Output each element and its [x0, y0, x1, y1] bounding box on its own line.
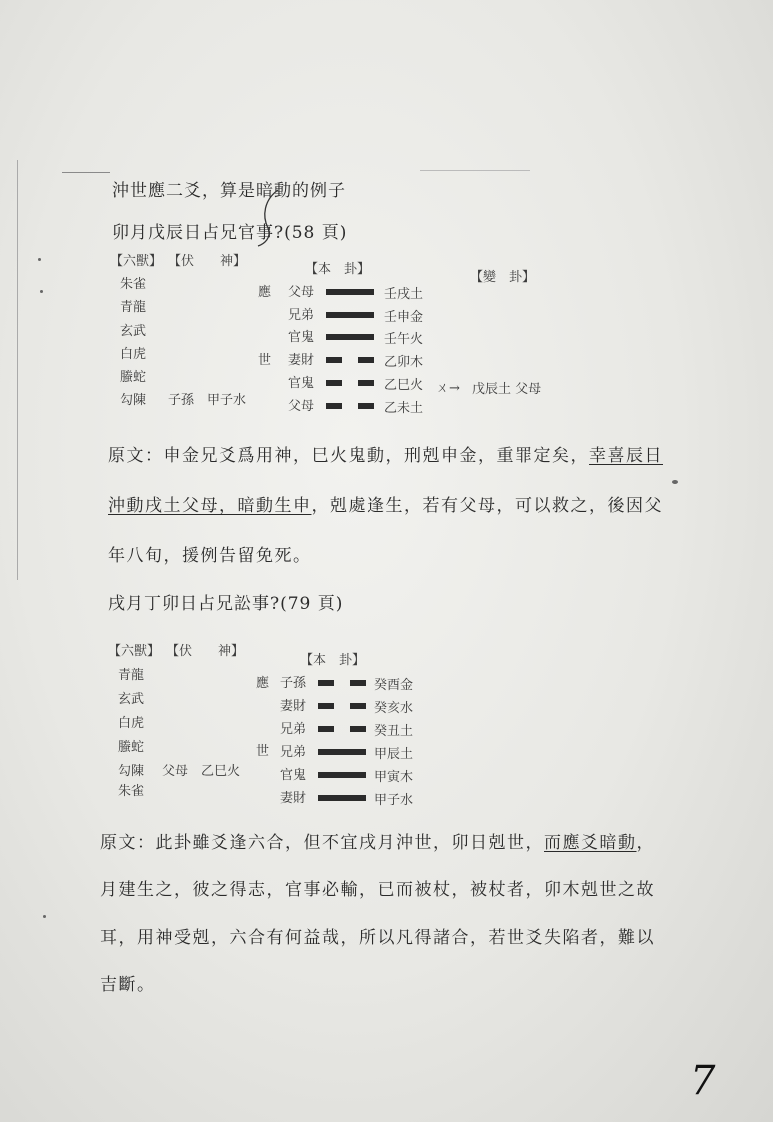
beast-label: 玄武	[118, 692, 145, 707]
beast-label: 朱雀	[118, 784, 145, 799]
relation-label: 父母	[288, 399, 315, 414]
branch-label: 壬午火	[384, 332, 424, 347]
header-liushou: 【六獸】	[108, 644, 161, 659]
paragraph-line: 年八旬，援例告留免死。	[108, 546, 312, 566]
beast-label: 玄武	[120, 324, 147, 339]
relation-label: 父母	[288, 285, 315, 300]
shi-marker: 世	[258, 353, 272, 368]
branch-label: 乙卯木	[384, 355, 424, 370]
example2-title: 戌月丁卯日占兄訟事?(79 頁)	[108, 594, 344, 614]
branch-label: 癸丑土	[374, 724, 414, 739]
beast-label: 青龍	[120, 300, 147, 315]
scan-speck	[43, 915, 46, 918]
relation-label: 子孫	[280, 676, 307, 691]
scan-speck	[40, 290, 43, 293]
header-fushen: 【伏 神】	[166, 644, 245, 659]
beast-label: 白虎	[118, 716, 145, 731]
yang-line	[326, 334, 374, 340]
paragraph-line: 原文：此卦雖爻逢六合，但不宜戌月沖世，卯日剋世，而應爻暗動，	[100, 833, 655, 853]
branch-label: 乙巳火	[384, 378, 424, 393]
example1-title: 卯月戊辰日占兄官事?(58 頁)	[112, 223, 348, 243]
paragraph-line: 耳，用神受剋，六合有何益哉，所以凡得諸合，若世爻失陷者，難以	[100, 928, 655, 948]
relation-label: 妻財	[288, 353, 315, 368]
ying-marker: 應	[258, 285, 272, 300]
beast-label: 勾陳	[118, 764, 145, 779]
paragraph-line: 原文：申金兄爻爲用神，巳火鬼動，刑剋申金，重罪定矣，幸喜辰日	[108, 446, 663, 466]
scan-artifact-line	[62, 172, 110, 173]
relation-label: 兄弟	[280, 745, 307, 760]
branch-label: 乙未土	[384, 401, 424, 416]
relation-label: 官鬼	[288, 330, 315, 345]
beast-label: 螣蛇	[118, 740, 145, 755]
paragraph-line: 吉斷。	[100, 975, 156, 995]
relation-label: 官鬼	[288, 376, 315, 391]
branch-label: 甲子水	[374, 793, 414, 808]
scan-speck	[38, 258, 41, 261]
relation-label: 兄弟	[288, 308, 315, 323]
paragraph-line: 沖動戌土父母，暗動生申，剋處逢生，若有父母，可以救之，後因父	[108, 496, 663, 516]
header-biangua: 【變 卦】	[470, 270, 536, 285]
beast-label: 青龍	[118, 668, 145, 683]
branch-label: 甲辰土	[374, 747, 414, 762]
branch-label: 甲寅木	[374, 770, 414, 785]
page-number: 7	[690, 1058, 716, 1104]
header-bengua: 【本 卦】	[305, 262, 371, 277]
header-bengua: 【本 卦】	[300, 653, 366, 668]
paragraph-line: 月建生之，彼之得志，官事必輸，已而被杖，被杖者，卯木剋世之故	[100, 880, 655, 900]
fushen-entry: 父母 乙巳火	[162, 764, 241, 779]
yang-line	[318, 795, 366, 801]
branch-label: 壬申金	[384, 310, 424, 325]
beast-label: 勾陳	[120, 393, 147, 408]
relation-label: 妻財	[280, 791, 307, 806]
shi-marker: 世	[256, 744, 270, 759]
beast-label: 朱雀	[120, 277, 147, 292]
branch-label: 壬戌土	[384, 287, 424, 302]
ying-marker: 應	[256, 676, 270, 691]
relation-label: 兄弟	[280, 722, 307, 737]
relation-label: 官鬼	[280, 768, 307, 783]
yang-line	[318, 749, 366, 755]
yang-line	[326, 289, 374, 295]
moving-line-marker: ㄨ→	[436, 381, 460, 396]
beast-label: 螣蛇	[120, 370, 147, 385]
branch-label: 癸亥水	[374, 701, 414, 716]
scan-artifact-line	[420, 170, 530, 171]
changed-line: 戊辰土 父母	[472, 382, 542, 397]
header-liushou: 【六獸】	[110, 254, 163, 269]
fushen-entry: 子孫 甲子水	[168, 393, 247, 408]
yang-line	[326, 312, 374, 318]
scan-margin-line	[17, 160, 18, 580]
scan-speck	[672, 480, 678, 484]
relation-label: 妻財	[280, 699, 307, 714]
section-heading: 沖世應二爻，算是暗動的例子	[112, 181, 346, 201]
branch-label: 癸酉金	[374, 678, 414, 693]
header-fushen: 【伏 神】	[168, 254, 247, 269]
yang-line	[318, 772, 366, 778]
beast-label: 白虎	[120, 347, 147, 362]
